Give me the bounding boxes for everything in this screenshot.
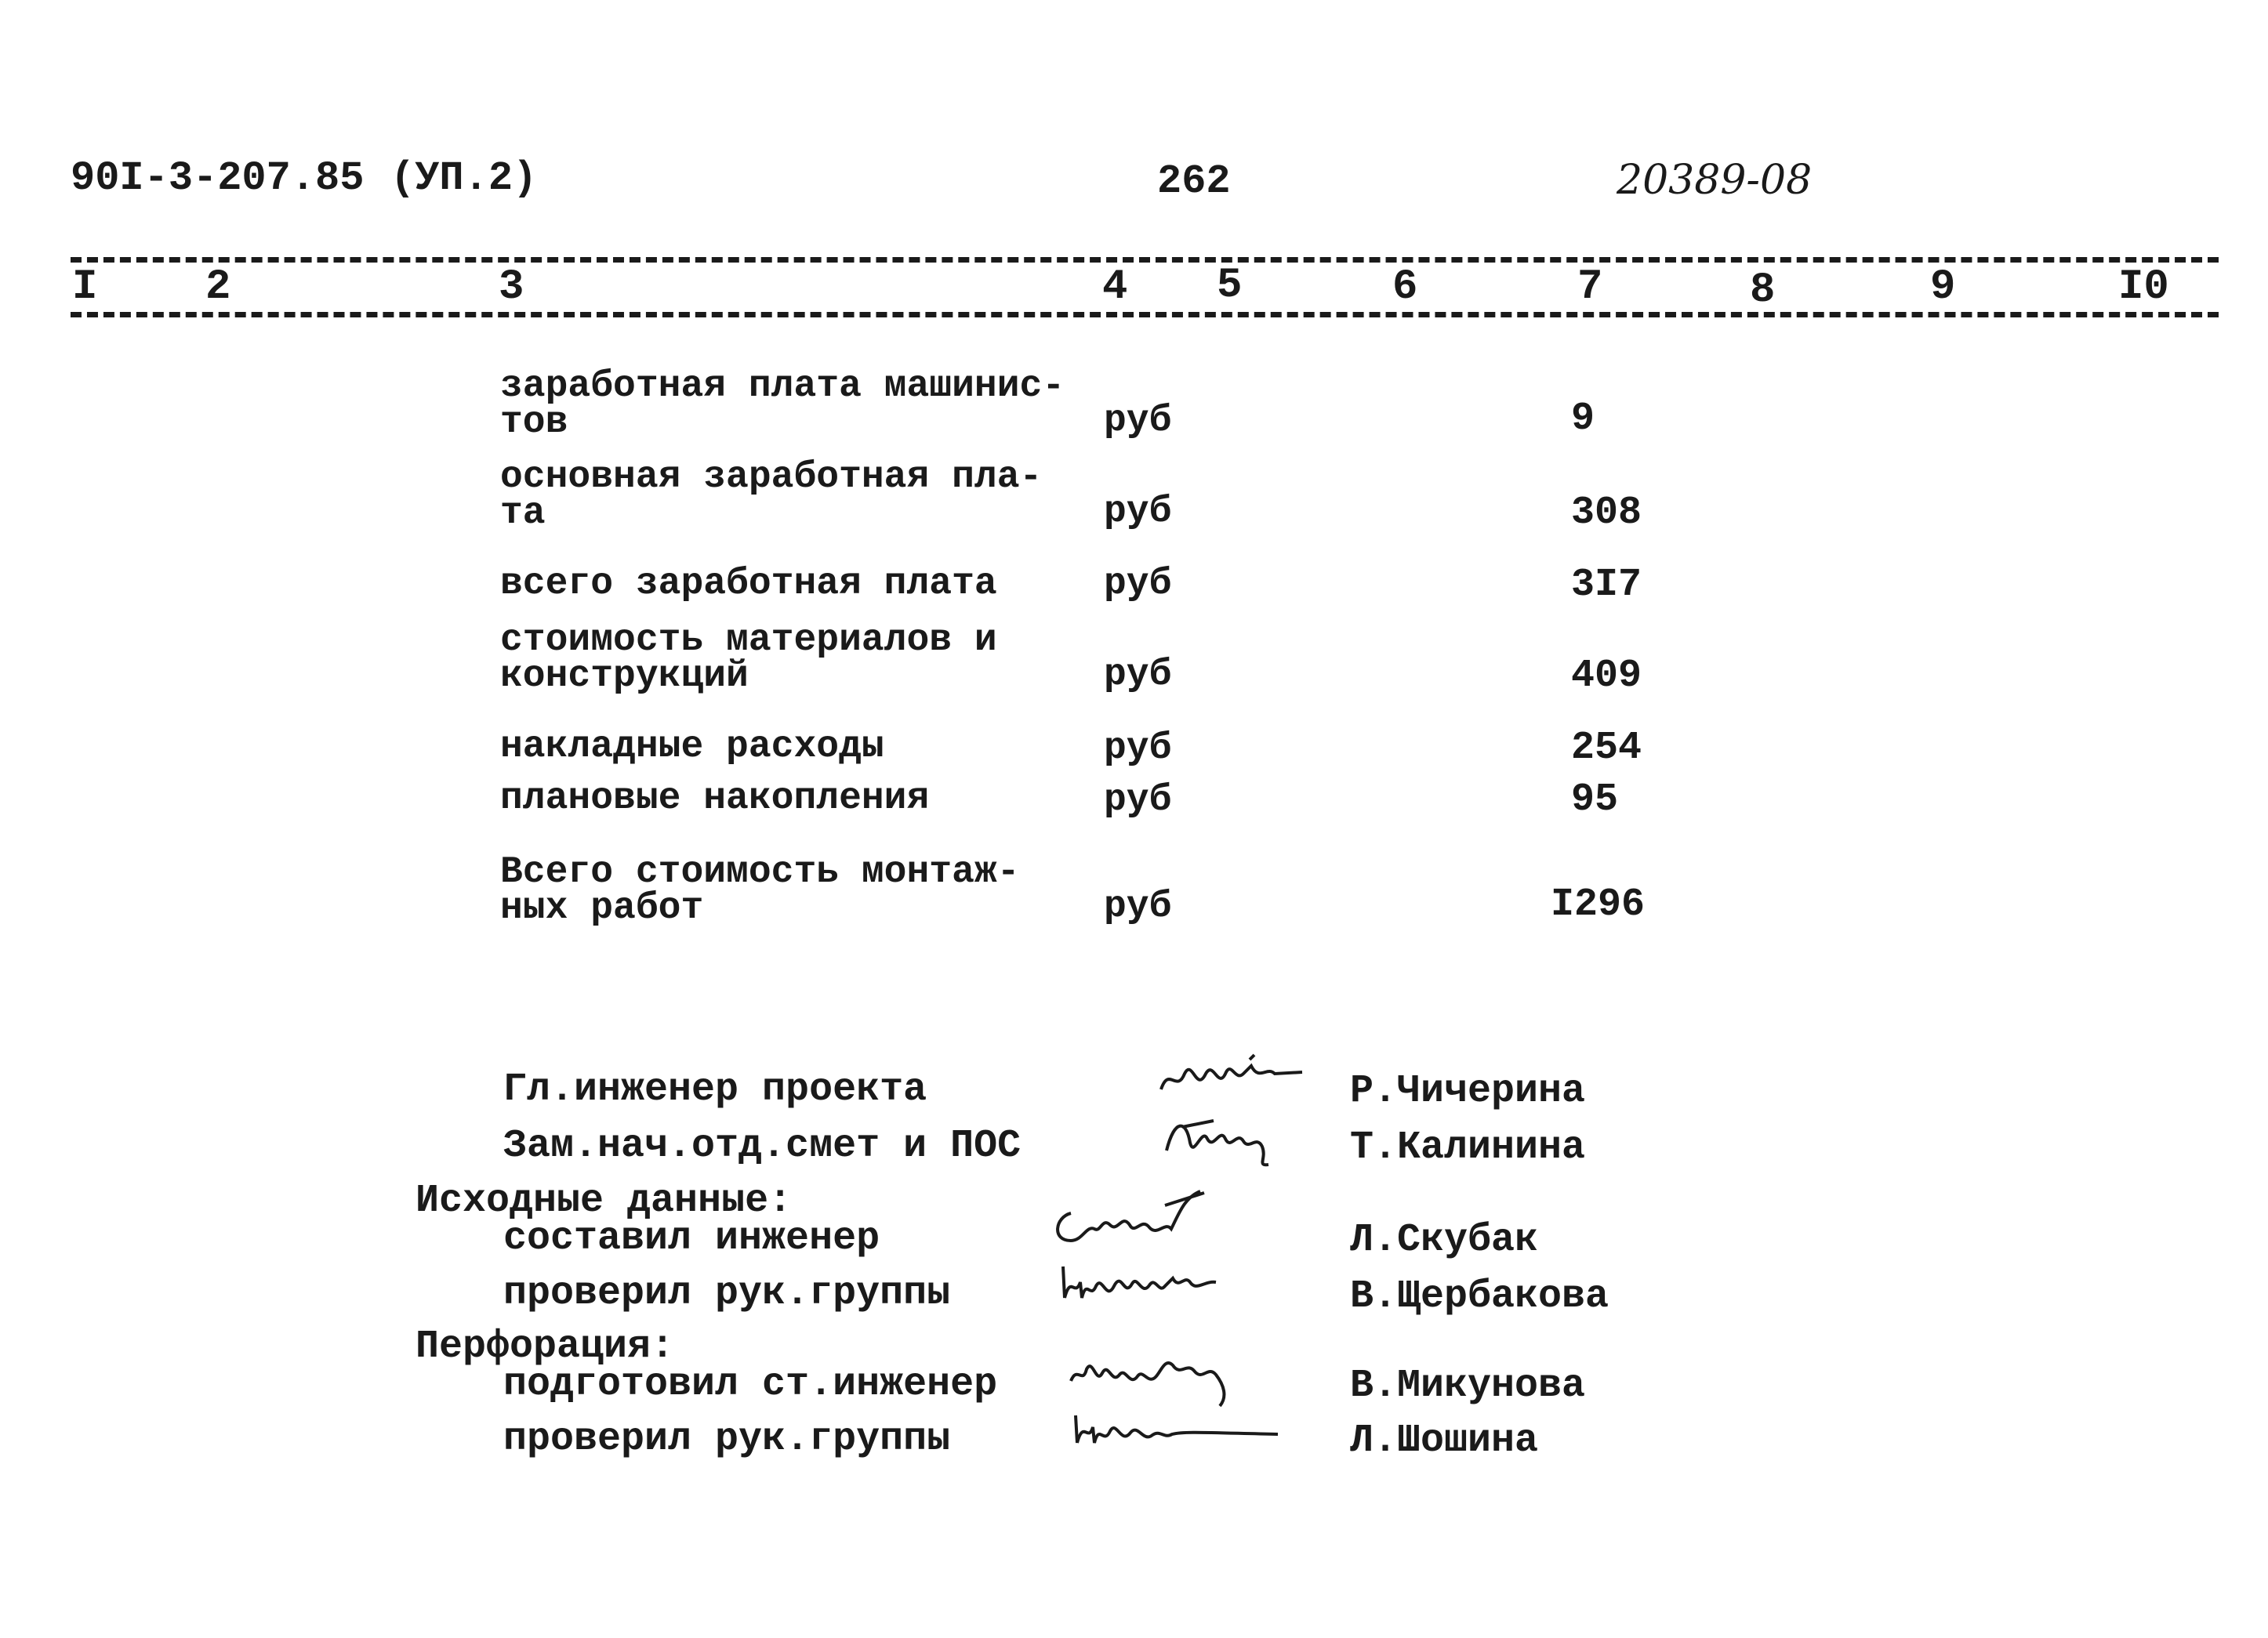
page-number: 262 <box>1157 158 1231 205</box>
row-unit: руб <box>1104 400 1172 442</box>
row-label: накладные расходы <box>500 726 884 768</box>
column-number-2: 2 <box>205 263 231 311</box>
column-number-7: 7 <box>1577 263 1603 311</box>
album-label: (УП.2) <box>390 155 538 201</box>
prepared-name: В.Микунова <box>1350 1364 1586 1408</box>
checked-1-name: В.Щербакова <box>1350 1274 1609 1319</box>
column-number-5: 5 <box>1217 262 1243 310</box>
row-label: Всего стоимость монтаж- ных работ <box>500 851 1020 930</box>
signature-skubak <box>1047 1182 1228 1252</box>
row-unit: руб <box>1104 563 1172 605</box>
row-label: всего заработная плата <box>500 563 997 605</box>
compiled-name: Л.Скубак <box>1350 1218 1539 1263</box>
row-value: I296 <box>1551 882 1646 927</box>
checked-2-title: проверил рук.группы <box>503 1417 951 1462</box>
row-value: 3I7 <box>1571 563 1642 607</box>
signature-chicherina <box>1157 1050 1314 1105</box>
row-value: 409 <box>1571 654 1642 698</box>
row-unit: руб <box>1104 886 1172 928</box>
row-value: 95 <box>1571 777 1619 822</box>
row-unit: руб <box>1104 491 1172 533</box>
chief-engineer-name: Р.Чичерина <box>1350 1069 1586 1114</box>
compiled-title: составил инженер <box>503 1216 880 1261</box>
chief-engineer-title: Гл.инженер проекта <box>503 1067 927 1112</box>
source-data-heading: Исходные данные: <box>415 1179 793 1223</box>
column-number-10: I0 <box>2118 263 2169 311</box>
row-label: заработная плата машинис- тов <box>500 365 1065 444</box>
column-number-3: 3 <box>499 263 524 311</box>
deputy-head-title: Зам.нач.отд.смет и ПОС <box>503 1124 1022 1169</box>
row-unit: руб <box>1104 654 1172 696</box>
row-value: 254 <box>1571 726 1642 770</box>
inventory-number: 20389-08 <box>1617 157 1813 204</box>
column-number-9: 9 <box>1930 263 1956 311</box>
checked-2-name: Л.Шошина <box>1350 1419 1539 1463</box>
signature-shcherbakova <box>1055 1251 1243 1314</box>
row-unit: руб <box>1104 727 1172 770</box>
deputy-head-name: Т.Калинина <box>1350 1125 1586 1170</box>
row-value: 9 <box>1571 397 1595 441</box>
row-label: стоимость материалов и конструкций <box>500 619 997 698</box>
row-label: плановые накопления <box>500 777 930 820</box>
prepared-title: подготовил ст.инженер <box>503 1362 998 1407</box>
perforation-heading: Перфорация: <box>415 1325 675 1369</box>
column-number-1: I <box>72 263 98 311</box>
column-number-4: 4 <box>1102 263 1128 311</box>
signature-kalinina <box>1159 1103 1284 1174</box>
row-label: основная заработная пла- та <box>500 456 1043 535</box>
column-number-6: 6 <box>1392 263 1418 311</box>
column-header-top-rule <box>71 257 2219 263</box>
document-code: 90I-3-207.85 <box>71 155 365 201</box>
checked-1-title: проверил рук.группы <box>503 1271 951 1316</box>
column-number-8: 8 <box>1750 266 1776 314</box>
column-header-bottom-rule <box>71 312 2219 317</box>
row-unit: руб <box>1104 779 1172 821</box>
signature-shoshina <box>1066 1400 1301 1455</box>
row-value: 308 <box>1571 491 1642 535</box>
